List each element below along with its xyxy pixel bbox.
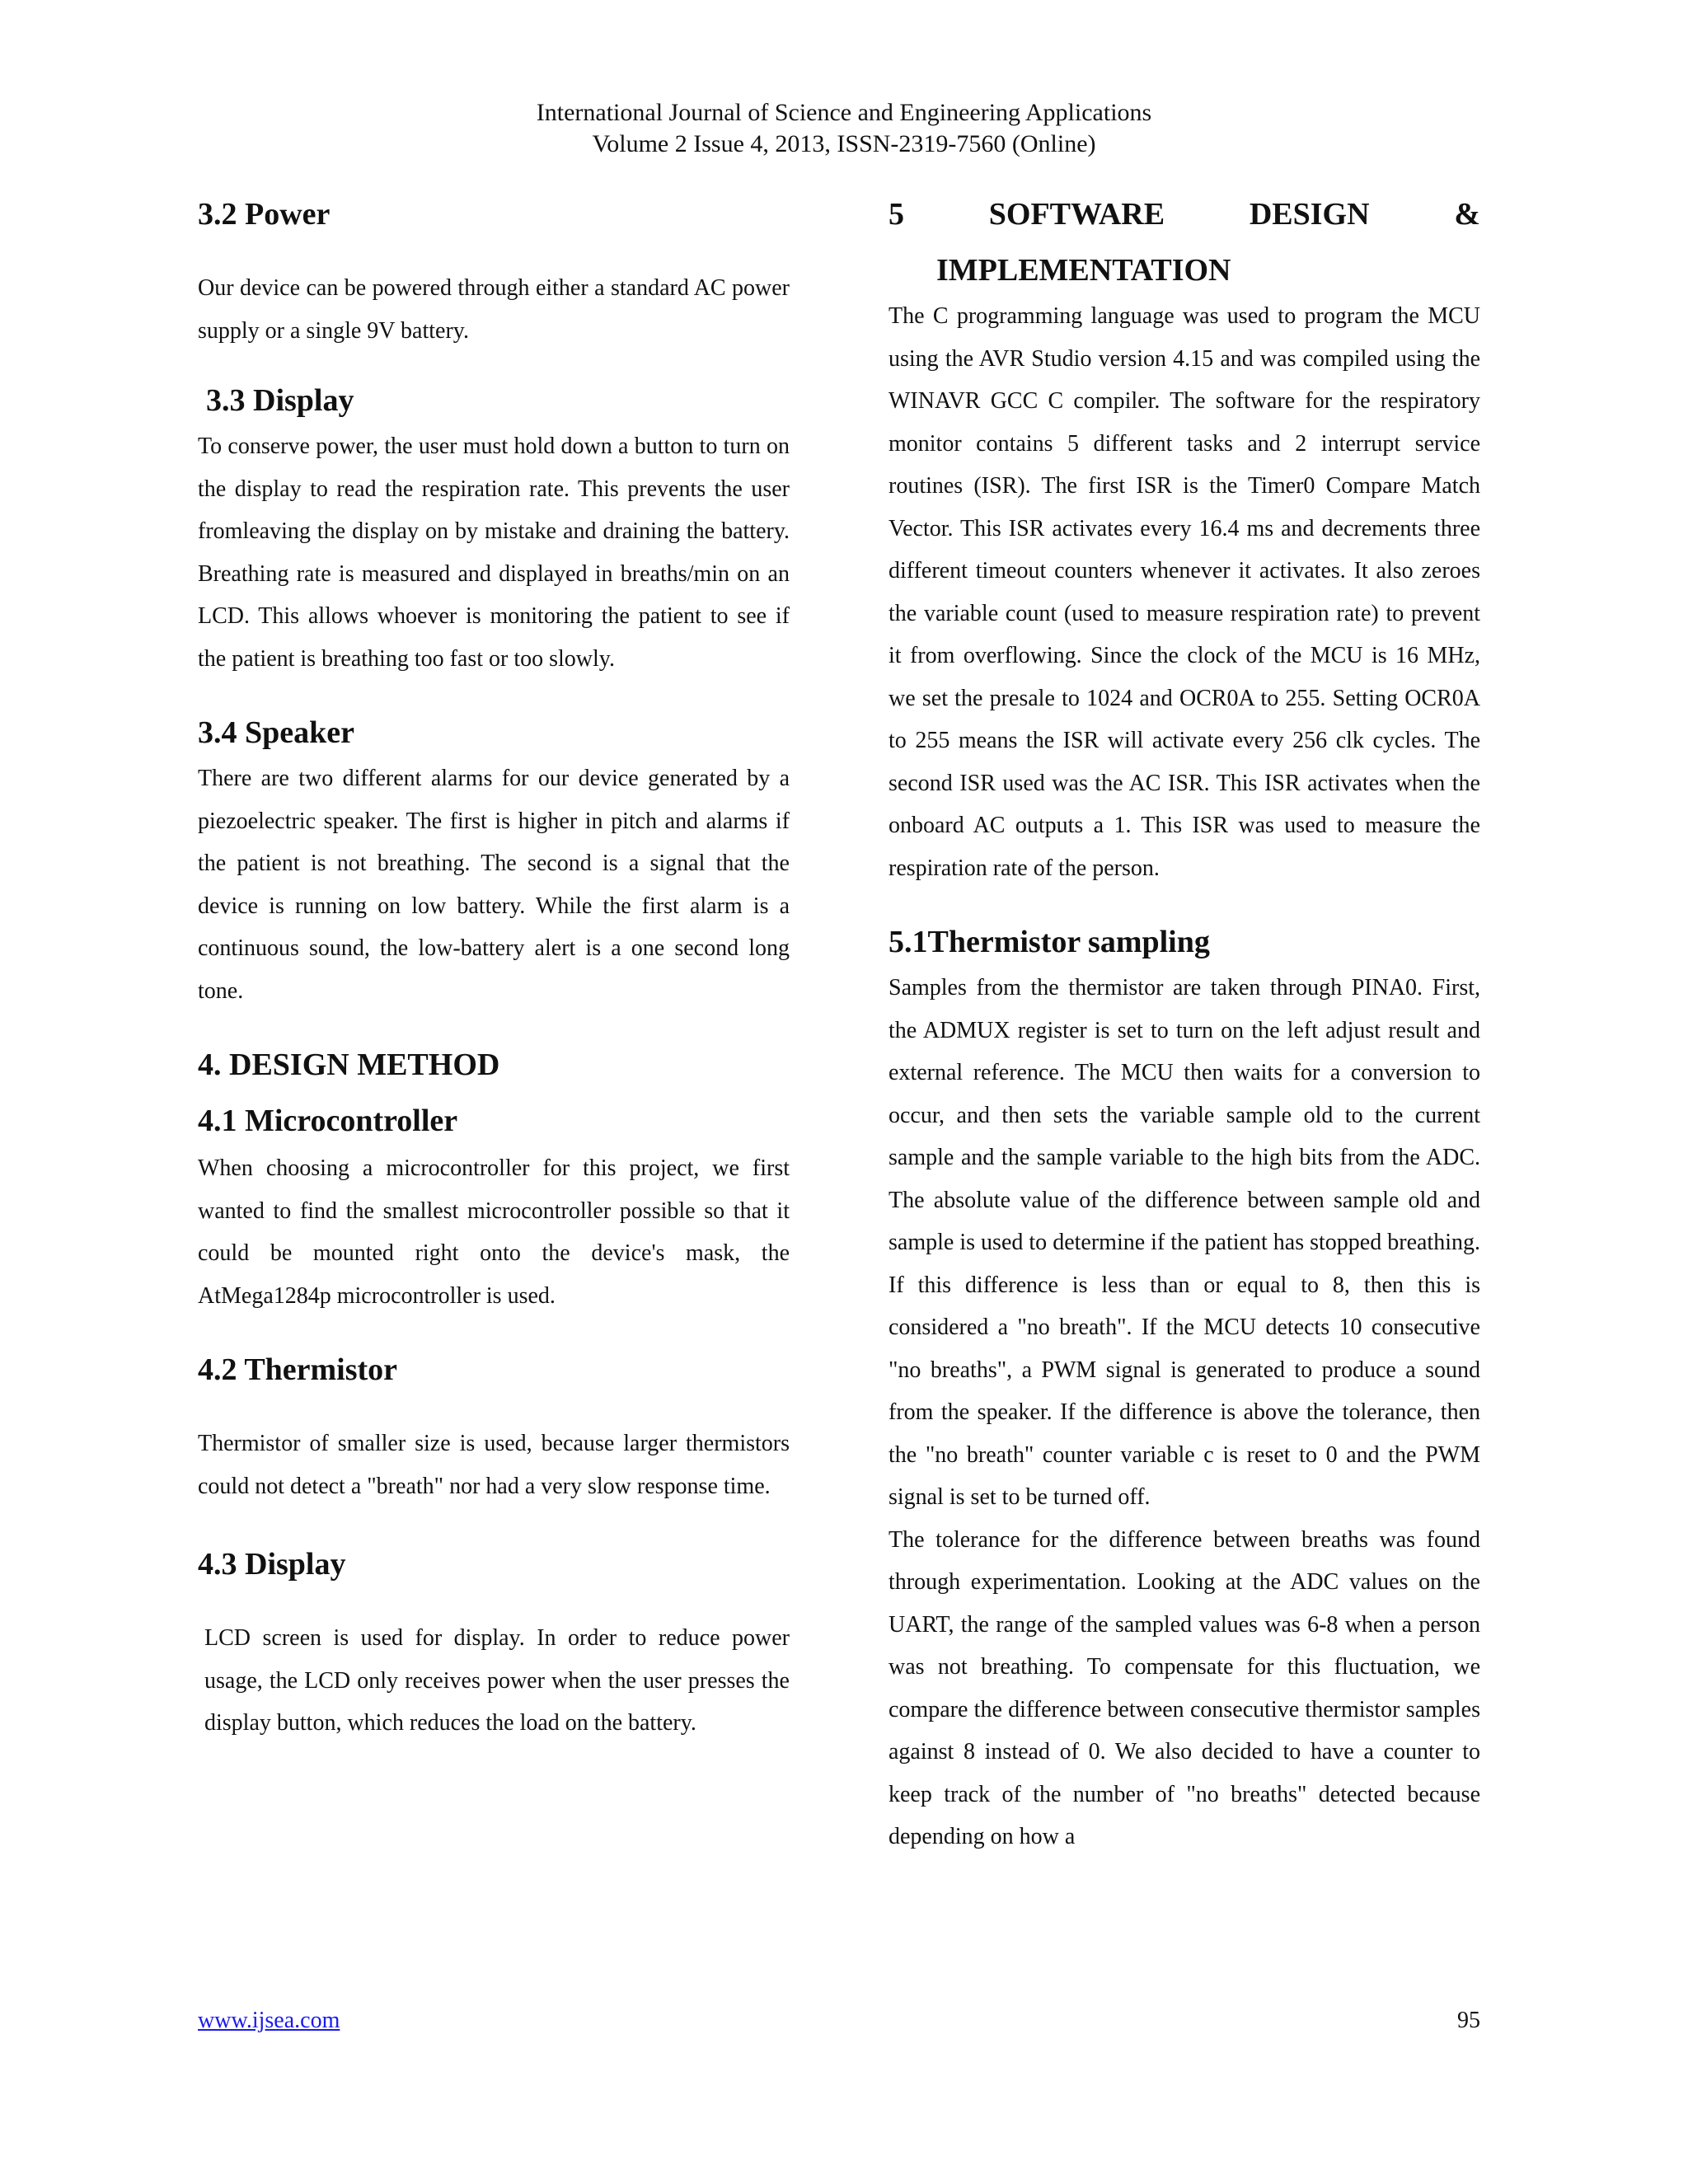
paragraph-4-3: LCD screen is used for display. In order to reduce power usage, the LCD only receives power when the user presses the display button, which reduces the load on the battery. bbox=[204, 1625, 790, 1736]
heading-4-1: 4.1 Microcontroller bbox=[198, 1104, 458, 1138]
heading-5-ampersand: & bbox=[1454, 197, 1480, 232]
heading-4-3: 4.3 Display bbox=[198, 1547, 346, 1582]
heading-5-word-software: SOFTWARE bbox=[988, 197, 1165, 232]
paragraph-3-2: Our device can be powered through either a standard AC power supply or a single 9V battery. bbox=[198, 275, 790, 344]
heading-5-number: 5 bbox=[889, 197, 904, 232]
heading-3-4: 3.4 Speaker bbox=[198, 715, 354, 750]
heading-5-implementation: IMPLEMENTATION bbox=[936, 253, 1231, 288]
paragraph-5-1-b: The tolerance for the difference between breaths was found through experimentation. Looking at the ADC values on the UART, the range of the sampled values was 6-8 when a person was not breathing. To compensate for this fluctuation, we compare the difference between consecutive thermistor samples against 8 instead of 0. We also decided to have a counter to keep track of the number of "no breaths" detected because depending on how a bbox=[889, 1526, 1480, 1849]
heading-3-3: 3.3 Display bbox=[206, 383, 354, 418]
journal-website-link[interactable]: www.ijsea.com bbox=[198, 2008, 340, 2033]
page-number: 95 bbox=[1457, 2008, 1480, 2033]
heading-4: 4. DESIGN METHOD bbox=[198, 1047, 500, 1082]
heading-5 bbox=[889, 194, 1480, 234]
paragraph-4-2: Thermistor of smaller size is used, because larger thermistors could not detect a "breath" nor had a very slow response time. bbox=[198, 1431, 790, 1499]
paragraph-3-3: To conserve power, the user must hold down a button to turn on the display to read the respiration rate. This prevents the user fromleaving the display on by mistake and draining the battery. Breathing rate is measured and displayed in breaths/min on an LCD. This allows whoever is monitoring the patient to see if the patient is breathing too fast or too slowly. bbox=[198, 434, 790, 672]
heading-5-1: 5.1Thermistor sampling bbox=[889, 925, 1210, 959]
heading-5-word-design: DESIGN bbox=[1249, 197, 1370, 232]
journal-title: International Journal of Science and Engineering Applications bbox=[536, 99, 1152, 126]
paragraph-4-1: When choosing a microcontroller for this project, we first wanted to find the smallest microcontroller possible so that it could be mounted right onto the device's mask, the AtMega1284p microcontroller is used. bbox=[198, 1155, 790, 1309]
journal-volume: Volume 2 Issue 4, 2013, ISSN-2319-7560 (Online) bbox=[592, 130, 1096, 157]
paragraph-3-4: There are two different alarms for our device generated by a piezoelectric speaker. The first is higher in pitch and alarms if the patient is not breathing. The second is a signal that the device is running on low battery. While the first alarm is a continuous sound, the low-battery alert is a one second long tone. bbox=[198, 766, 790, 1004]
paragraph-5: The C programming language was used to program the MCU using the AVR Studio version 4.15 and was compiled using the WINAVR GCC C compiler. The software for the respiratory monitor contains 5 different tasks and 2 interrupt service routines (ISR). The first ISR is the Timer0 Compare Match Vector. This ISR activates every 16.4 ms and decrements three different timeout counters whenever it activates. It also zeroes the variable count (used to measure respiration rate) to prevent it from overflowing. Since the clock of the MCU is 16 MHz, we set the presale to 1024 and OCR0A to 255. Setting OCR0A to 255 means the ISR will activate every 256 clk cycles. The second ISR used was the AC ISR. This ISR activates when the onboard AC outputs a 1. This ISR was used to measure the respiration rate of the person. bbox=[889, 303, 1480, 881]
journal-header bbox=[0, 97, 1688, 160]
paragraph-5-1-a: Samples from the thermistor are taken through PINA0. First, the ADMUX register is set to turn on the left adjust result and external reference. The MCU then waits for a conversion to occur, and then sets the variable sample old to the current sample and the sample variable to the high bits from the ADC. The absolute value of the difference between sample old and sample is used to determine if the patient has stopped breathing. If this difference is less than or equal to 8, then this is considered a "no breath". If the MCU detects 10 consecutive "no breaths", a PWM signal is generated to produce a sound from the speaker. If the difference is above the tolerance, then the "no breath" counter variable c is reset to 0 and the PWM signal is set to be turned off. bbox=[889, 975, 1480, 1510]
heading-3-2: 3.2 Power bbox=[198, 197, 331, 232]
left-column bbox=[198, 194, 790, 1745]
heading-4-2: 4.2 Thermistor bbox=[198, 1352, 398, 1387]
right-column bbox=[889, 194, 1480, 1858]
